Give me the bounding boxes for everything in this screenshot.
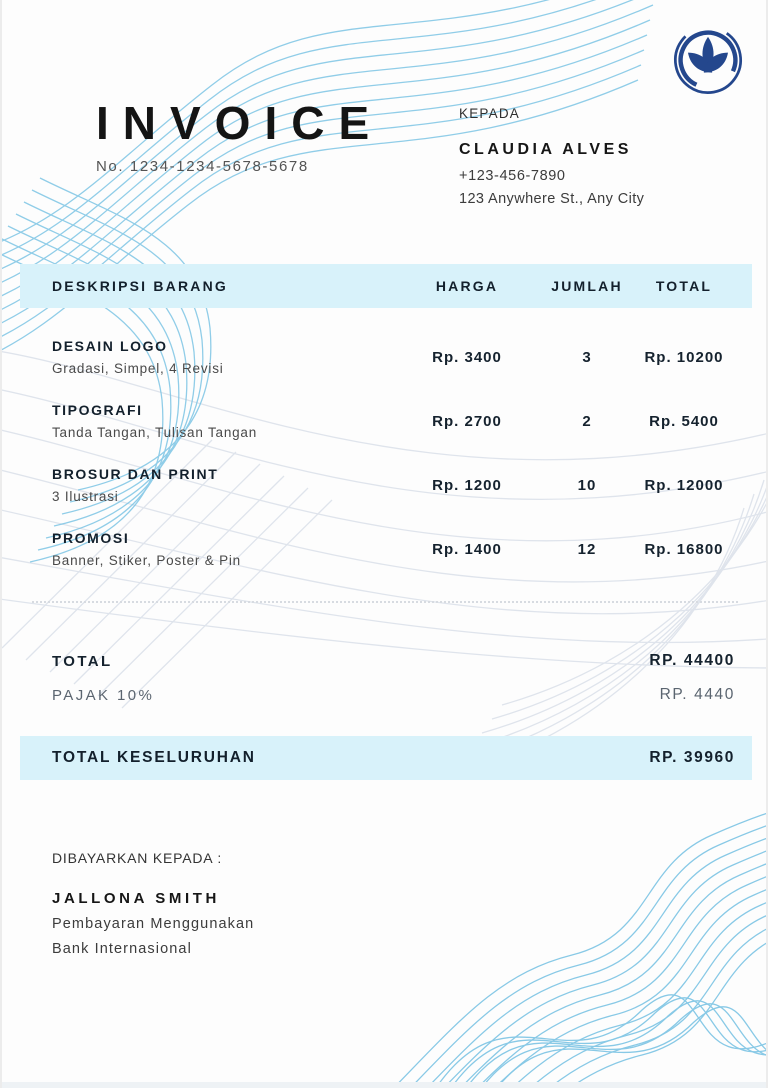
dotted-divider [32,601,738,603]
item-quantity: 2 [582,412,592,430]
page-bottom-edge [2,1082,766,1088]
payment-method-line1: Pembayaran Menggunakan [52,916,255,932]
waves-bottom-right-blue [372,798,768,1088]
col-header-quantity: JUMLAH [551,278,623,294]
logo-leaves [688,37,728,73]
grand-total-label: TOTAL KESELURUHAN [52,749,256,766]
payment-method-line2: Bank Internasional [52,941,192,957]
item-quantity: 3 [582,348,592,366]
table-header [20,264,752,308]
col-header-description: DESKRIPSI BARANG [52,278,228,294]
recipient-label: KEPADA [459,106,520,121]
recipient-address: 123 Anywhere St., Any City [459,191,645,207]
item-description: Gradasi, Simpel, 4 Revisi [52,361,224,376]
item-price: Rp. 1200 [432,476,502,494]
invoice-header [96,97,384,175]
col-header-total: TOTAL [655,278,713,294]
table-row [20,396,752,446]
item-price: Rp. 1400 [432,540,502,558]
page-title: INVOICE [96,97,384,149]
tax-value: RP. 4440 [659,686,735,703]
recipient-name: CLAUDIA ALVES [459,141,632,158]
grand-total-bar [20,736,752,780]
table-row [20,332,752,382]
item-total: Rp. 5400 [649,412,719,430]
item-description: 3 Ilustrasi [52,489,119,504]
leaf-circle-logo [668,20,748,100]
tax-label: PAJAK 10% [52,686,155,704]
item-name: PROMOSI [52,530,130,546]
payment-block [52,850,254,957]
subtotal-label: TOTAL [52,652,113,670]
summary-total-row [20,648,752,674]
item-name: DESAIN LOGO [52,338,168,354]
table-row [20,524,752,574]
item-price: Rp. 2700 [432,412,502,430]
table-row [20,460,752,510]
payee-name: JALLONA SMITH [52,890,220,907]
payment-label: DIBAYARKAN KEPADA : [52,850,223,866]
item-quantity: 10 [577,476,597,494]
item-total: Rp. 10200 [644,348,724,366]
item-total: Rp. 12000 [644,476,724,494]
summary-tax-row [20,682,752,708]
item-name: TIPOGRAFI [52,402,143,418]
grand-total-value: RP. 39960 [649,749,735,766]
items-table [20,332,752,588]
item-name: BROSUR DAN PRINT [52,466,219,482]
invoice-number: No. 1234-1234-5678-5678 [96,158,309,175]
subtotal-value: RP. 44400 [649,652,735,669]
col-header-price: HARGA [435,278,499,294]
item-description: Banner, Stiker, Poster & Pin [52,553,241,568]
item-total: Rp. 16800 [644,540,724,558]
item-quantity: 12 [577,540,597,558]
recipient-block [459,106,644,207]
item-description: Tanda Tangan, Tulisan Tangan [52,425,258,440]
item-price: Rp. 3400 [432,348,502,366]
recipient-phone: +123-456-7890 [459,168,566,184]
